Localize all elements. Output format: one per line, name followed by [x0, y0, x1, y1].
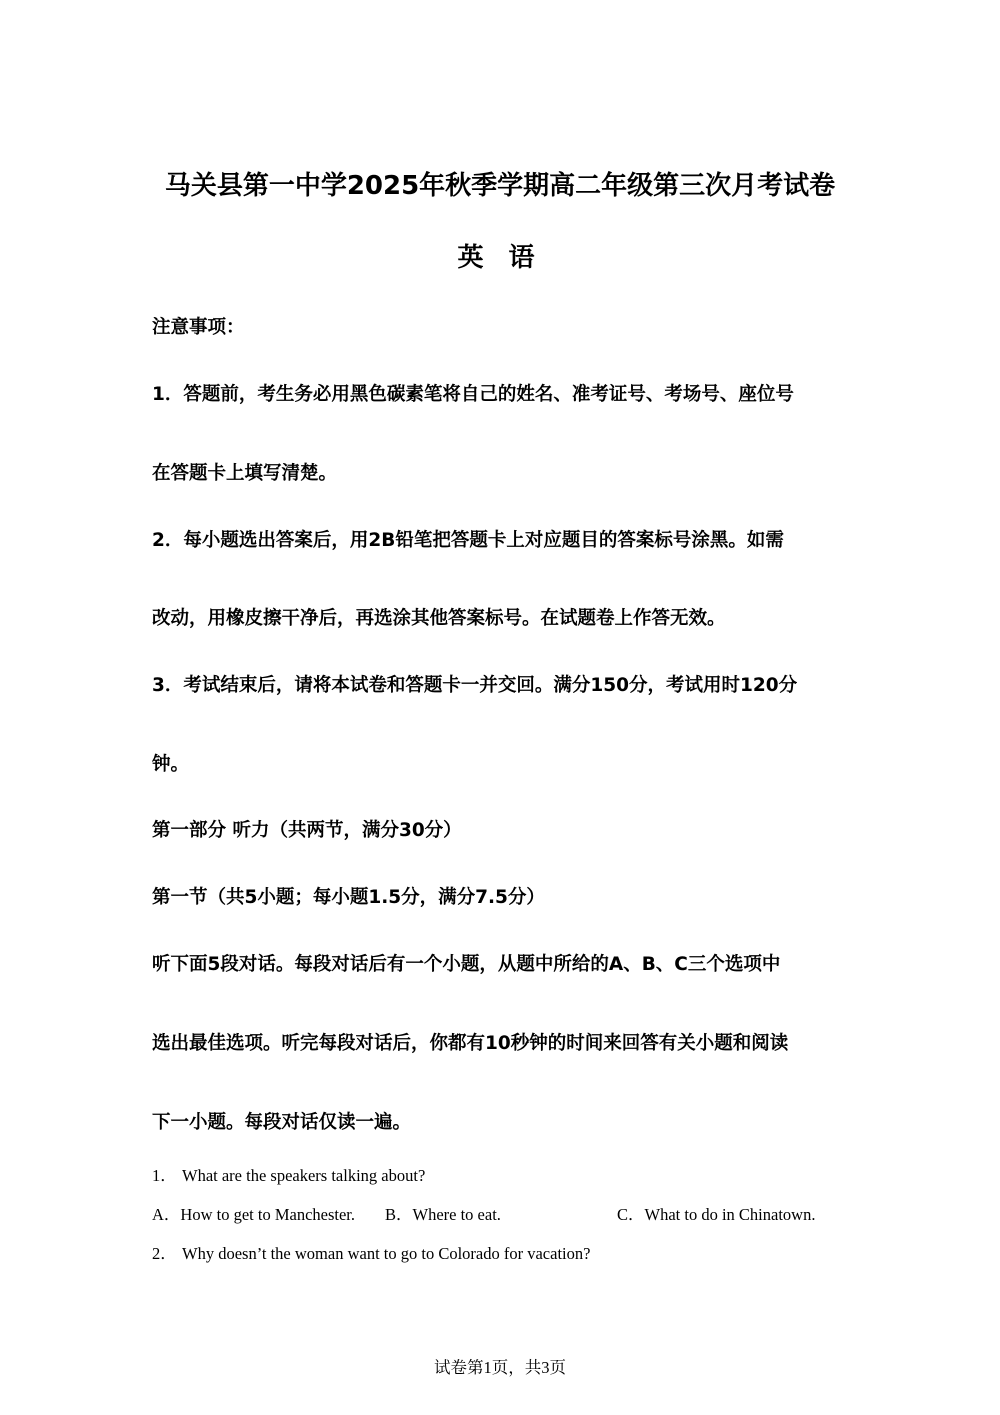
instructions-line-1: 听下面5段对话。每段对话后有一个小题，从题中所给的A、B、C三个选项中: [152, 954, 781, 975]
question-2-number: 2．: [152, 1244, 177, 1263]
notice-item-2-line-1: 2．每小题选出答案后，用2B铅笔把答题卡上对应题目的答案标号涂黑。如需: [152, 530, 784, 551]
section-1-heading: 第一节（共5小题；每小题1.5分，满分7.5分）: [152, 887, 545, 908]
notice-item-3-line-2: 钟。: [152, 754, 190, 775]
question-2: [152, 1242, 852, 1266]
exam-subject: 英 语: [457, 243, 543, 273]
notice-item-1-line-2: 在答题卡上填写清楚。: [152, 463, 338, 484]
question-1-option-c: C．What to do in Chinatown.: [617, 1205, 816, 1224]
part-1-heading: 第一部分 听力（共两节，满分30分）: [152, 820, 462, 841]
page-footer: 试卷第1页，共3页: [434, 1358, 566, 1377]
instructions-line-3: 下一小题。每段对话仅读一遍。: [152, 1112, 412, 1133]
question-1-text: What are the speakers talking about?: [182, 1166, 426, 1185]
question-1-option-a: A．How to get to Manchester.: [152, 1205, 356, 1224]
instructions-line-2: 选出最佳选项。听完每段对话后，你都有10秒钟的时间来回答有关小题和阅读: [152, 1033, 789, 1054]
notice-heading: 注意事项：: [152, 317, 245, 338]
question-1: [152, 1164, 852, 1188]
notice-item-2-line-2: 改动，用橡皮擦干净后，再选涂其他答案标号。在试题卷上作答无效。: [152, 608, 726, 629]
notice-item-1-line-1: 1．答题前，考生务必用黑色碳素笔将自己的姓名、准考证号、考场号、座位号: [152, 384, 794, 405]
question-1-number: 1．: [152, 1166, 177, 1185]
exam-title: 马关县第一中学2025年秋季学期高二年级第三次月考试卷: [164, 171, 836, 201]
question-2-text: Why doesn’t the woman want to go to Colorado for vacation?: [182, 1244, 591, 1263]
notice-item-3-line-1: 3．考试结束后，请将本试卷和答题卡一并交回。满分150分，考试用时120分: [152, 675, 798, 696]
question-1-option-b: B．Where to eat.: [385, 1205, 501, 1224]
